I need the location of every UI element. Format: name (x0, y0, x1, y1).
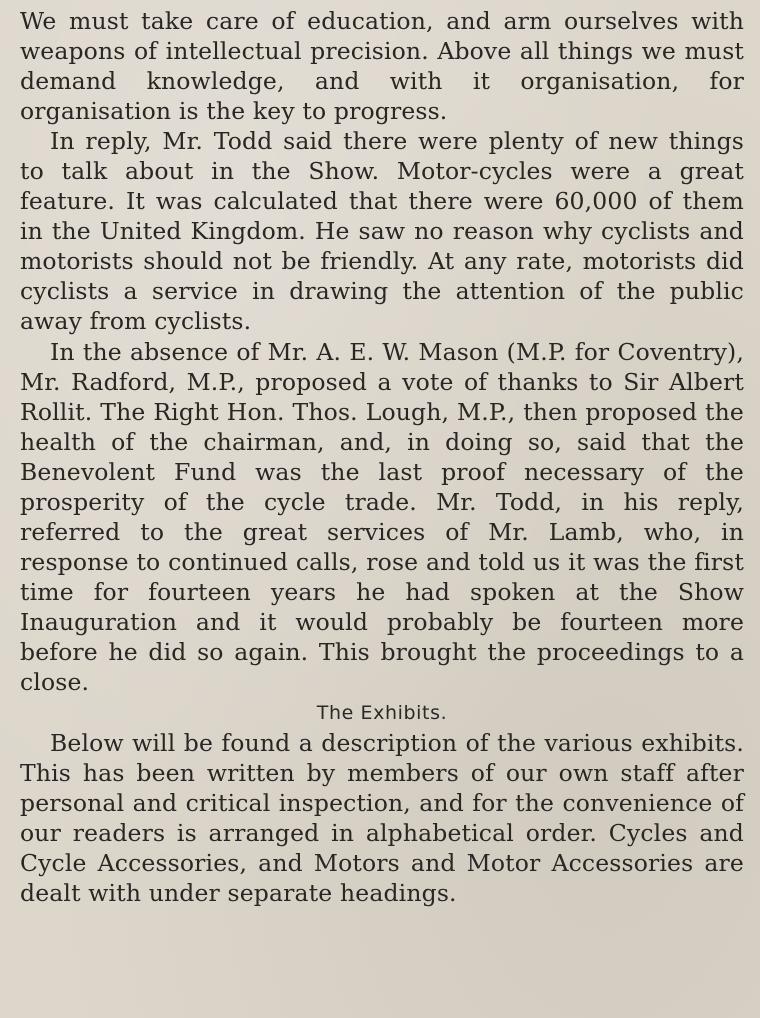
paragraph-todd-reply: In reply, Mr. Todd said there were plenty of new things to talk about in the Show. Motor-cycles were a great feature. It was calculated that there were 60,000 of them in the United Kingdom. He saw no reason why cyclists and motorists should not be friendly. At any rate, motorists did cyclists a service in drawing the attention of the public away from cyclists. (20, 127, 744, 336)
paragraph-education: We must take care of education, and arm ourselves with weapons of intellectual precision. Above all things we must demand knowledge, and with it organisation, for organisation is the key to progress. (20, 7, 744, 126)
section-heading-exhibits: The Exhibits. (316, 702, 448, 725)
paragraph-exhibits-intro: Below will be found a description of the various exhibits. This has been written by members of our own staff after personal and critical inspection, and for the convenience of our readers is arranged in alphabetical order. Cycles and Cycle Accessories, and Motors and Motor Accessories are dealt with under separate headings. (20, 729, 744, 908)
paragraph-vote-of-thanks: In the absence of Mr. A. E. W. Mason (M.P. for Coventry), Mr. Radford, M.P., proposed a vote of thanks to Sir Albert Rollit. The Right Hon. Thos. Lough, M.P., then proposed the health of the chairman, and, in doing so, said that the Benevolent Fund was the last proof necessary of the prosperity of the cycle trade. Mr. Todd, in his reply, referred to the great services of Mr. Lamb, who, in response to continued calls, rose and told us it was the first time for fourteen years he had spoken at the Show Inauguration and it would probably be fourteen more before he did so again. This brought the proceedings to a close. (20, 337, 744, 697)
